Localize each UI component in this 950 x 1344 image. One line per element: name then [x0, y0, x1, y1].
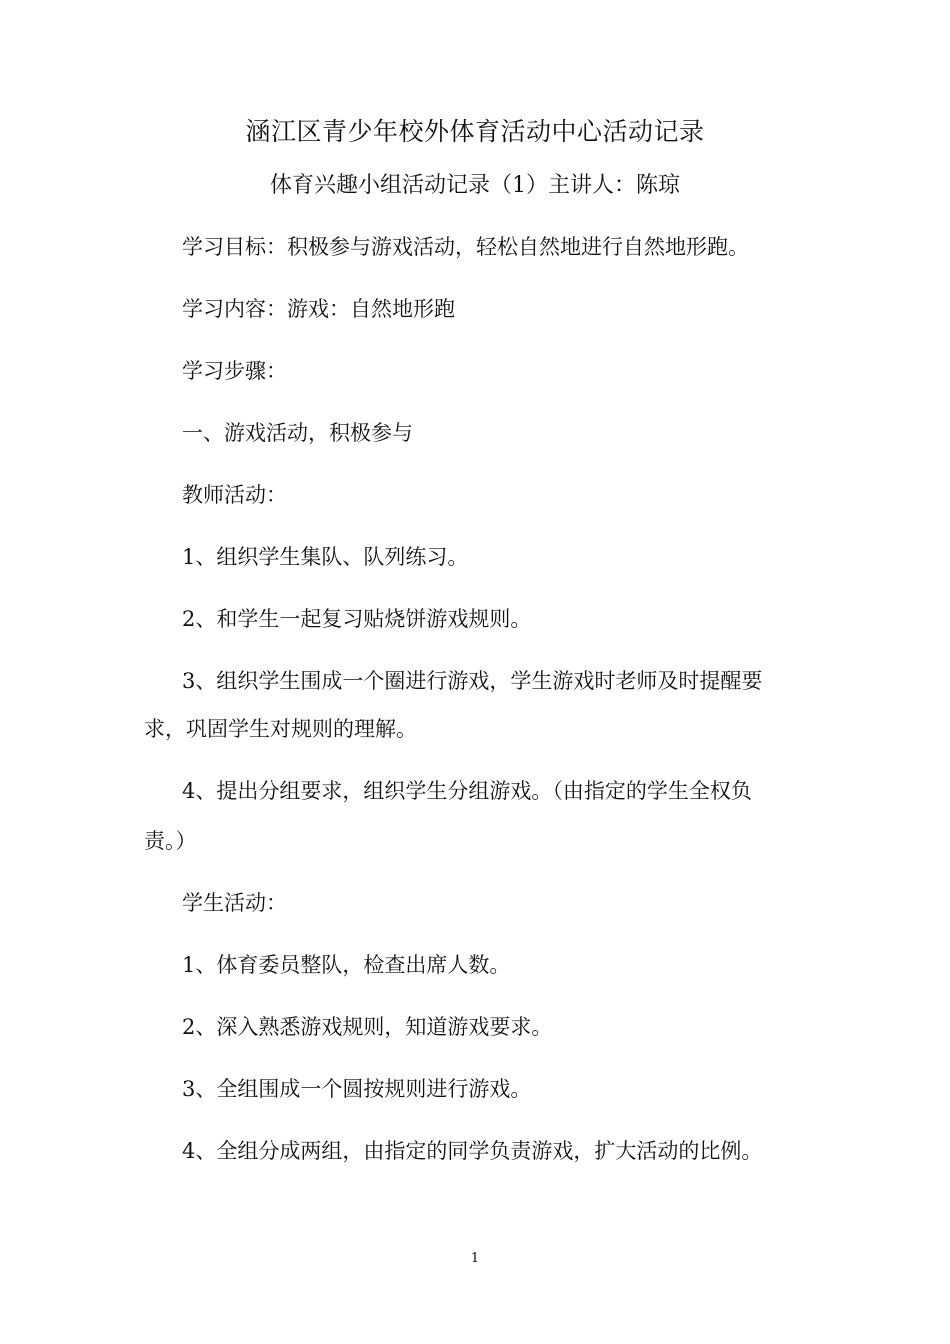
- learning-goal: 学习目标：积极参与游戏活动，轻松自然地进行自然地形跑。: [182, 235, 749, 259]
- page-number: 1: [470, 1251, 480, 1266]
- student-activity-heading: 学生活动：: [182, 891, 287, 915]
- learning-steps-heading: 学习步骤：: [182, 359, 287, 383]
- teacher-step-1: 1、组织学生集队、队列练习。: [182, 545, 469, 569]
- student-step-3: 3、全组围成一个圆按规则进行游戏。: [182, 1077, 532, 1101]
- teacher-activity-heading: 教师活动：: [182, 483, 287, 507]
- teacher-step-3-continued: 求，巩固学生对规则的理解。: [144, 717, 417, 741]
- student-step-2: 2、深入熟悉游戏规则，知道游戏要求。: [182, 1015, 553, 1039]
- teacher-step-4-continued: 责。）: [144, 829, 197, 853]
- teacher-step-4: 4、提出分组要求，组织学生分组游戏。（由指定的学生全权负: [182, 779, 752, 803]
- teacher-step-3: 3、组织学生围成一个圈进行游戏，学生游戏时老师及时提醒要: [182, 669, 763, 693]
- section-heading-1: 一、游戏活动，积极参与: [182, 421, 413, 445]
- teacher-step-2: 2、和学生一起复习贴烧饼游戏规则。: [182, 607, 532, 631]
- document-subtitle: 体育兴趣小组活动记录（1）主讲人：陈琼: [270, 173, 680, 198]
- student-step-1: 1、体育委员整队，检查出席人数。: [182, 953, 511, 977]
- document-title: 涵江区青少年校外体育活动中心活动记录: [245, 117, 705, 146]
- student-step-4: 4、全组分成两组，由指定的同学负责游戏，扩大活动的比例。: [182, 1139, 763, 1163]
- learning-content: 学习内容：游戏：自然地形跑: [182, 297, 455, 321]
